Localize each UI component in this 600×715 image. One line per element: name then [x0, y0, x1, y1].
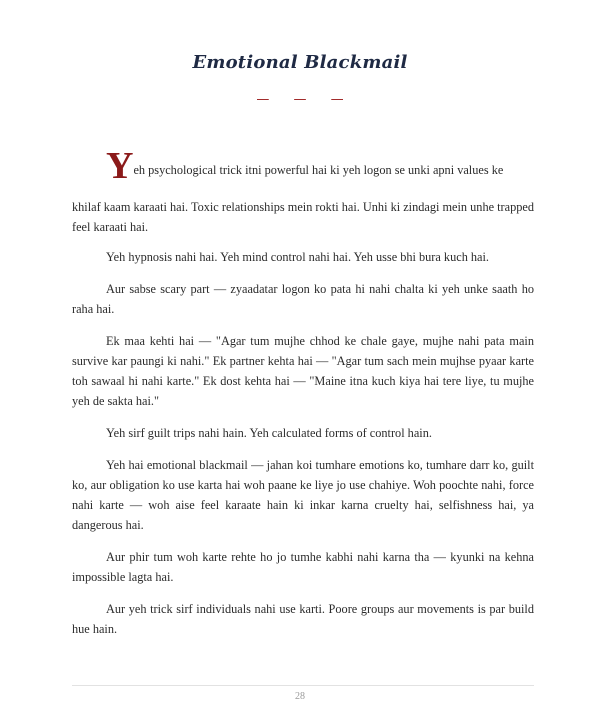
chapter-title: Emotional Blackmail [192, 52, 408, 73]
paragraph-1 [72, 143, 534, 237]
paragraph-3: Aur sabse scary part — zyaadatar logon ko pata hi nahi chalta ki yeh unke saath ho raha hai. [72, 282, 534, 316]
chapter-body [72, 143, 534, 651]
paragraph-1-continuation: khilaf kaam karaati hai. Toxic relationships mein rokti hai. Unhi ki zindagi mein unhe trapped feel karaati hai. [72, 200, 534, 234]
footer-divider [72, 685, 534, 686]
paragraph-2: Yeh hypnosis nahi hai. Yeh mind control nahi hai. Yeh usse bhi bura kuch hai. [106, 250, 490, 264]
first-line-text: eh psychological trick itni powerful hai ki yeh logon se unki apni values ke [133, 163, 504, 177]
title-ornament: — — — [256, 92, 354, 107]
paragraph-4: Ek maa kehti hai — "Agar tum mujhe chhod ke chale gaye, mujhe nahi pata main survive kar paungi ki nahi." Ek partner kehta hai — "Agar tum sach mein mujhse pyaar karte toh sawaal hi nahi karte." Ek dost kehta hai — "Maine itna kuch kiya hai tere liye, tu mujhe yeh de sakta hai." [72, 334, 534, 408]
first-line [72, 143, 534, 187]
paragraph-8: Aur yeh trick sirf individuals nahi use karti. Poore groups aur movements is par build hue hain. [72, 602, 534, 636]
paragraph-7: Aur phir tum woh karte rehte ho jo tumhe kabhi nahi karna tha — kyunki na kehna impossible lagta hai. [72, 550, 534, 584]
page-number: 28 [295, 691, 305, 702]
drop-cap: Y [106, 145, 134, 187]
paragraph-6: Yeh hai emotional blackmail — jahan koi tumhare emotions ko, tumhare darr ko, guilt ko, aur obligation ko use karta hai woh paane ke liye jo use chahiye. Woh poochte nahi, force nahi karte — woh aise feel karaate hain ki inkar karna cruelty hai, selfishness hai, ya dangerous hai. [72, 458, 534, 532]
paragraph-5: Yeh sirf guilt trips nahi hain. Yeh calculated forms of control hain. [106, 426, 432, 440]
